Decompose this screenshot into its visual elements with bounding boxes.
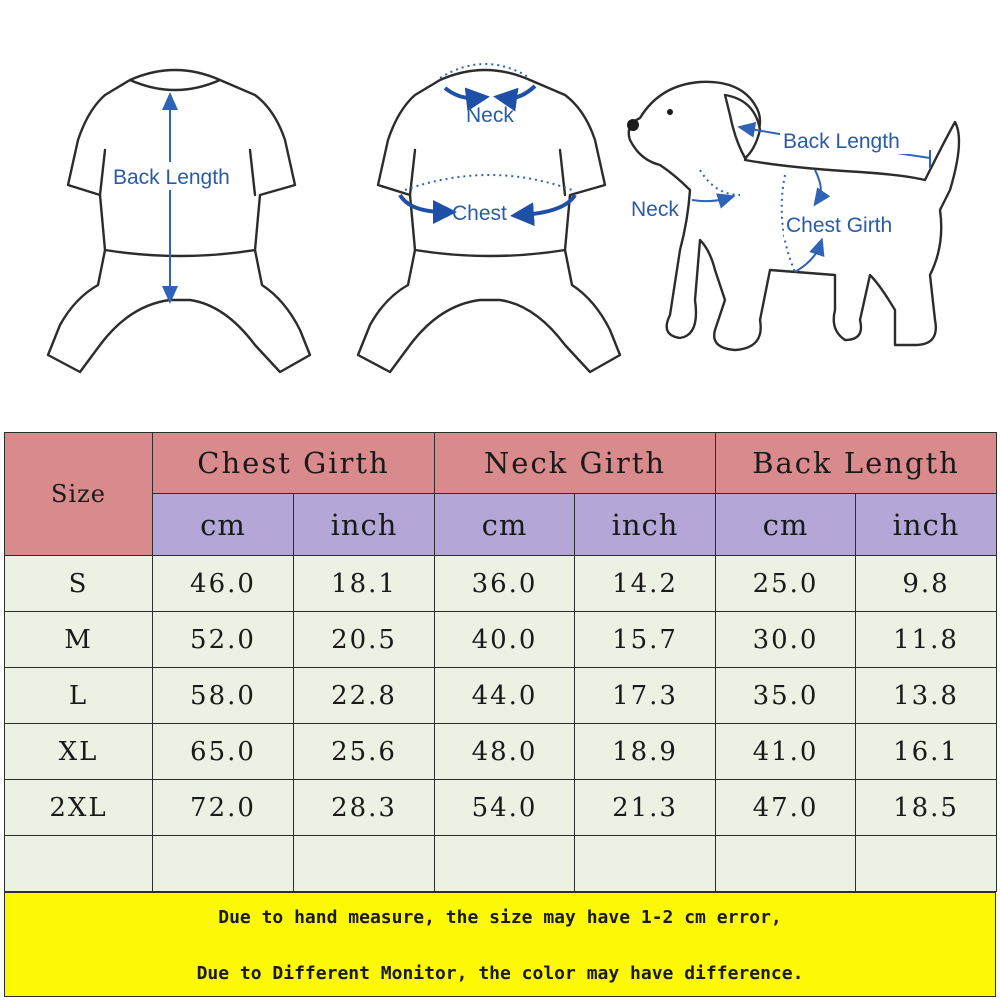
value-cell: 25.0 bbox=[716, 556, 856, 612]
value-cell: 22.8 bbox=[294, 668, 435, 724]
dog-back-length-label: Back Length bbox=[783, 130, 900, 153]
unit-header: cm bbox=[716, 494, 856, 556]
value-cell: 35.0 bbox=[716, 668, 856, 724]
value-cell: 13.8 bbox=[856, 668, 997, 724]
dog-drawing bbox=[627, 82, 959, 350]
value-cell: 58.0 bbox=[153, 668, 294, 724]
value-cell: 25.6 bbox=[294, 724, 435, 780]
unit-header: inch bbox=[294, 494, 435, 556]
disclaimer-note bbox=[4, 892, 996, 997]
value-cell: 15.7 bbox=[575, 612, 716, 668]
value-cell: 21.3 bbox=[575, 780, 716, 836]
value-cell: 11.8 bbox=[856, 612, 997, 668]
value-cell: 28.3 bbox=[294, 780, 435, 836]
value-cell: 18.5 bbox=[856, 780, 997, 836]
value-cell: 18.9 bbox=[575, 724, 716, 780]
unit-header: cm bbox=[153, 494, 294, 556]
back-neck-label: Neck bbox=[466, 104, 514, 127]
value-cell: 40.0 bbox=[435, 612, 575, 668]
table-row bbox=[5, 612, 997, 668]
size-cell: L bbox=[5, 668, 153, 724]
size-header: Size bbox=[5, 433, 153, 556]
empty-table-row bbox=[5, 836, 997, 892]
unit-header: cm bbox=[435, 494, 575, 556]
chest-girth-header: Chest Girth bbox=[153, 433, 435, 494]
value-cell: 41.0 bbox=[716, 724, 856, 780]
value-cell: 54.0 bbox=[435, 780, 575, 836]
table-row bbox=[5, 556, 997, 612]
unit-header: inch bbox=[575, 494, 716, 556]
value-cell: 20.5 bbox=[294, 612, 435, 668]
value-cell: 17.3 bbox=[575, 668, 716, 724]
size-cell: M bbox=[5, 612, 153, 668]
value-cell: 16.1 bbox=[856, 724, 997, 780]
note-line-1: Due to hand measure, the size may have 1-2 cm error, bbox=[218, 907, 782, 928]
front-back-length-label: Back Length bbox=[113, 166, 230, 189]
value-cell: 44.0 bbox=[435, 668, 575, 724]
dog-neck-label: Neck bbox=[631, 198, 679, 221]
dog-chest-girth-label: Chest Girth bbox=[786, 214, 893, 237]
back-chest-label: Chest bbox=[452, 202, 507, 225]
value-cell: 47.0 bbox=[716, 780, 856, 836]
measurement-diagrams bbox=[0, 0, 1000, 420]
value-cell: 36.0 bbox=[435, 556, 575, 612]
value-cell: 46.0 bbox=[153, 556, 294, 612]
back-length-header: Back Length bbox=[716, 433, 997, 494]
value-cell: 30.0 bbox=[716, 612, 856, 668]
value-cell: 14.2 bbox=[575, 556, 716, 612]
unit-header: inch bbox=[856, 494, 997, 556]
garment-back-drawing bbox=[358, 64, 620, 372]
value-cell: 18.1 bbox=[294, 556, 435, 612]
size-cell: 2XL bbox=[5, 780, 153, 836]
neck-girth-header: Neck Girth bbox=[435, 433, 716, 494]
size-chart-table bbox=[4, 432, 997, 892]
table-row bbox=[5, 724, 997, 780]
value-cell: 9.8 bbox=[856, 556, 997, 612]
note-line-2: Due to Different Monitor, the color may have difference. bbox=[196, 963, 804, 984]
table-row bbox=[5, 668, 997, 724]
value-cell: 52.0 bbox=[153, 612, 294, 668]
garment-front-drawing bbox=[48, 70, 310, 372]
size-cell: XL bbox=[5, 724, 153, 780]
value-cell: 65.0 bbox=[153, 724, 294, 780]
value-cell: 72.0 bbox=[153, 780, 294, 836]
value-cell: 48.0 bbox=[435, 724, 575, 780]
size-cell: S bbox=[5, 556, 153, 612]
table-row bbox=[5, 780, 997, 836]
